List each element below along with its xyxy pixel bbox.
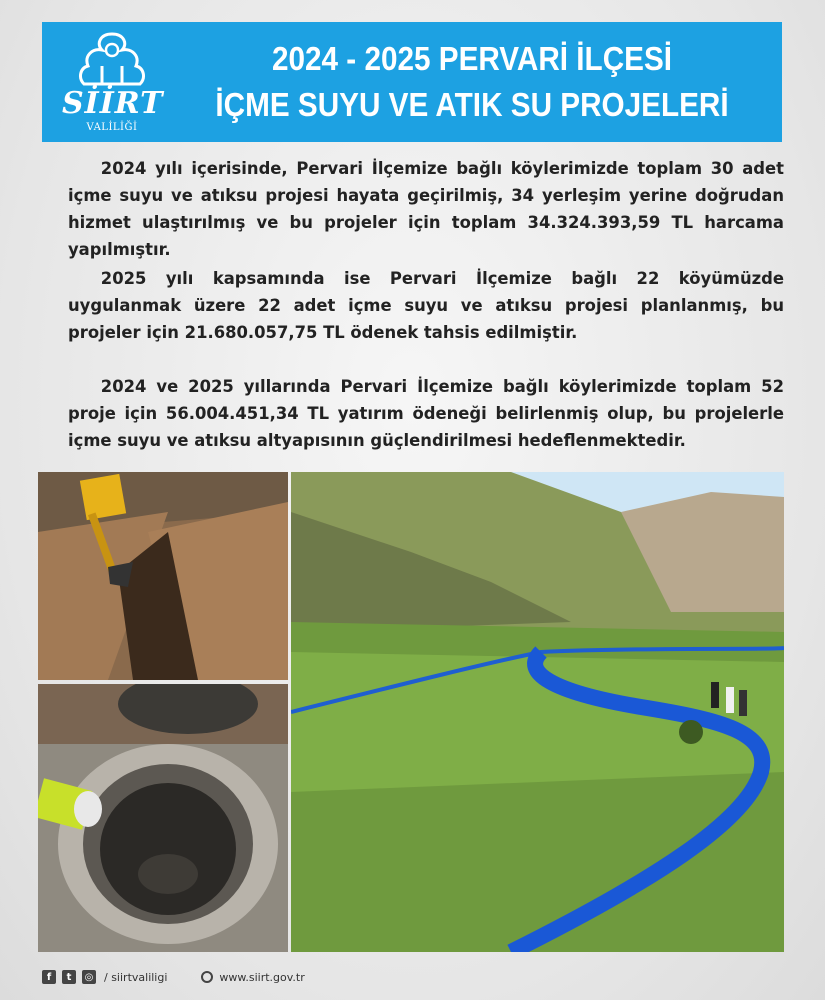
siirt-valiligi-logo <box>62 28 162 136</box>
logo-emblem-icon <box>62 28 162 88</box>
paragraph-2025 <box>68 265 784 346</box>
paragraph-2024 <box>68 155 784 263</box>
header-banner <box>42 22 782 142</box>
excavation-photo <box>38 472 288 680</box>
paragraph-total <box>68 373 784 454</box>
footer <box>42 968 305 986</box>
paragraph-text: 2025 yılı kapsamında ise Pervari İlçemize bağlı 22 köyümüzde uygulanmak üzere 22 adet içme suyu ve atıksu projesi planlanmış, bu projeler için 21.680.057,75 TL ödenek tahsis edilmiştir. <box>68 269 784 342</box>
pipeline-field-photo <box>291 472 784 952</box>
website-link[interactable]: www.siirt.gov.tr <box>219 970 305 984</box>
title-line-2: İÇME SUYU VE ATIK SU PROJELERİ <box>215 86 729 123</box>
social-handle[interactable]: / siirtvaliligi <box>104 970 168 984</box>
paragraph-text: 2024 ve 2025 yıllarında Pervari İlçemize bağlı köylerimizde toplam 52 proje için 56.004.451,34 TL yatırım ödeneği belirlenmiş olup, bu projelerle içme suyu ve atıksu altyapısının güçlendirilmesi hedeflenmektedir. <box>68 377 784 450</box>
paragraph-text: 2024 yılı içerisinde, Pervari İlçemize bağlı köylerimizde toplam 30 adet içme suyu ve atıksu projesi hayata geçirilmiş, 34 yerleşim yerine doğrudan hizmet ulaştırılmış ve bu projeler için toplam 34.324.393,59 TL harcama yapılmıştır. <box>68 159 784 259</box>
twitter-icon[interactable]: t <box>62 970 76 984</box>
globe-icon <box>201 971 213 983</box>
facebook-icon[interactable]: f <box>42 970 56 984</box>
title-line-1: 2024 - 2025 PERVARİ İLÇESİ <box>271 40 673 77</box>
manhole-photo <box>38 684 288 952</box>
instagram-icon[interactable]: ◎ <box>82 970 96 984</box>
logo-subtitle: VALİLİĞİ <box>86 122 138 133</box>
logo-name: SİİRT <box>62 86 164 121</box>
